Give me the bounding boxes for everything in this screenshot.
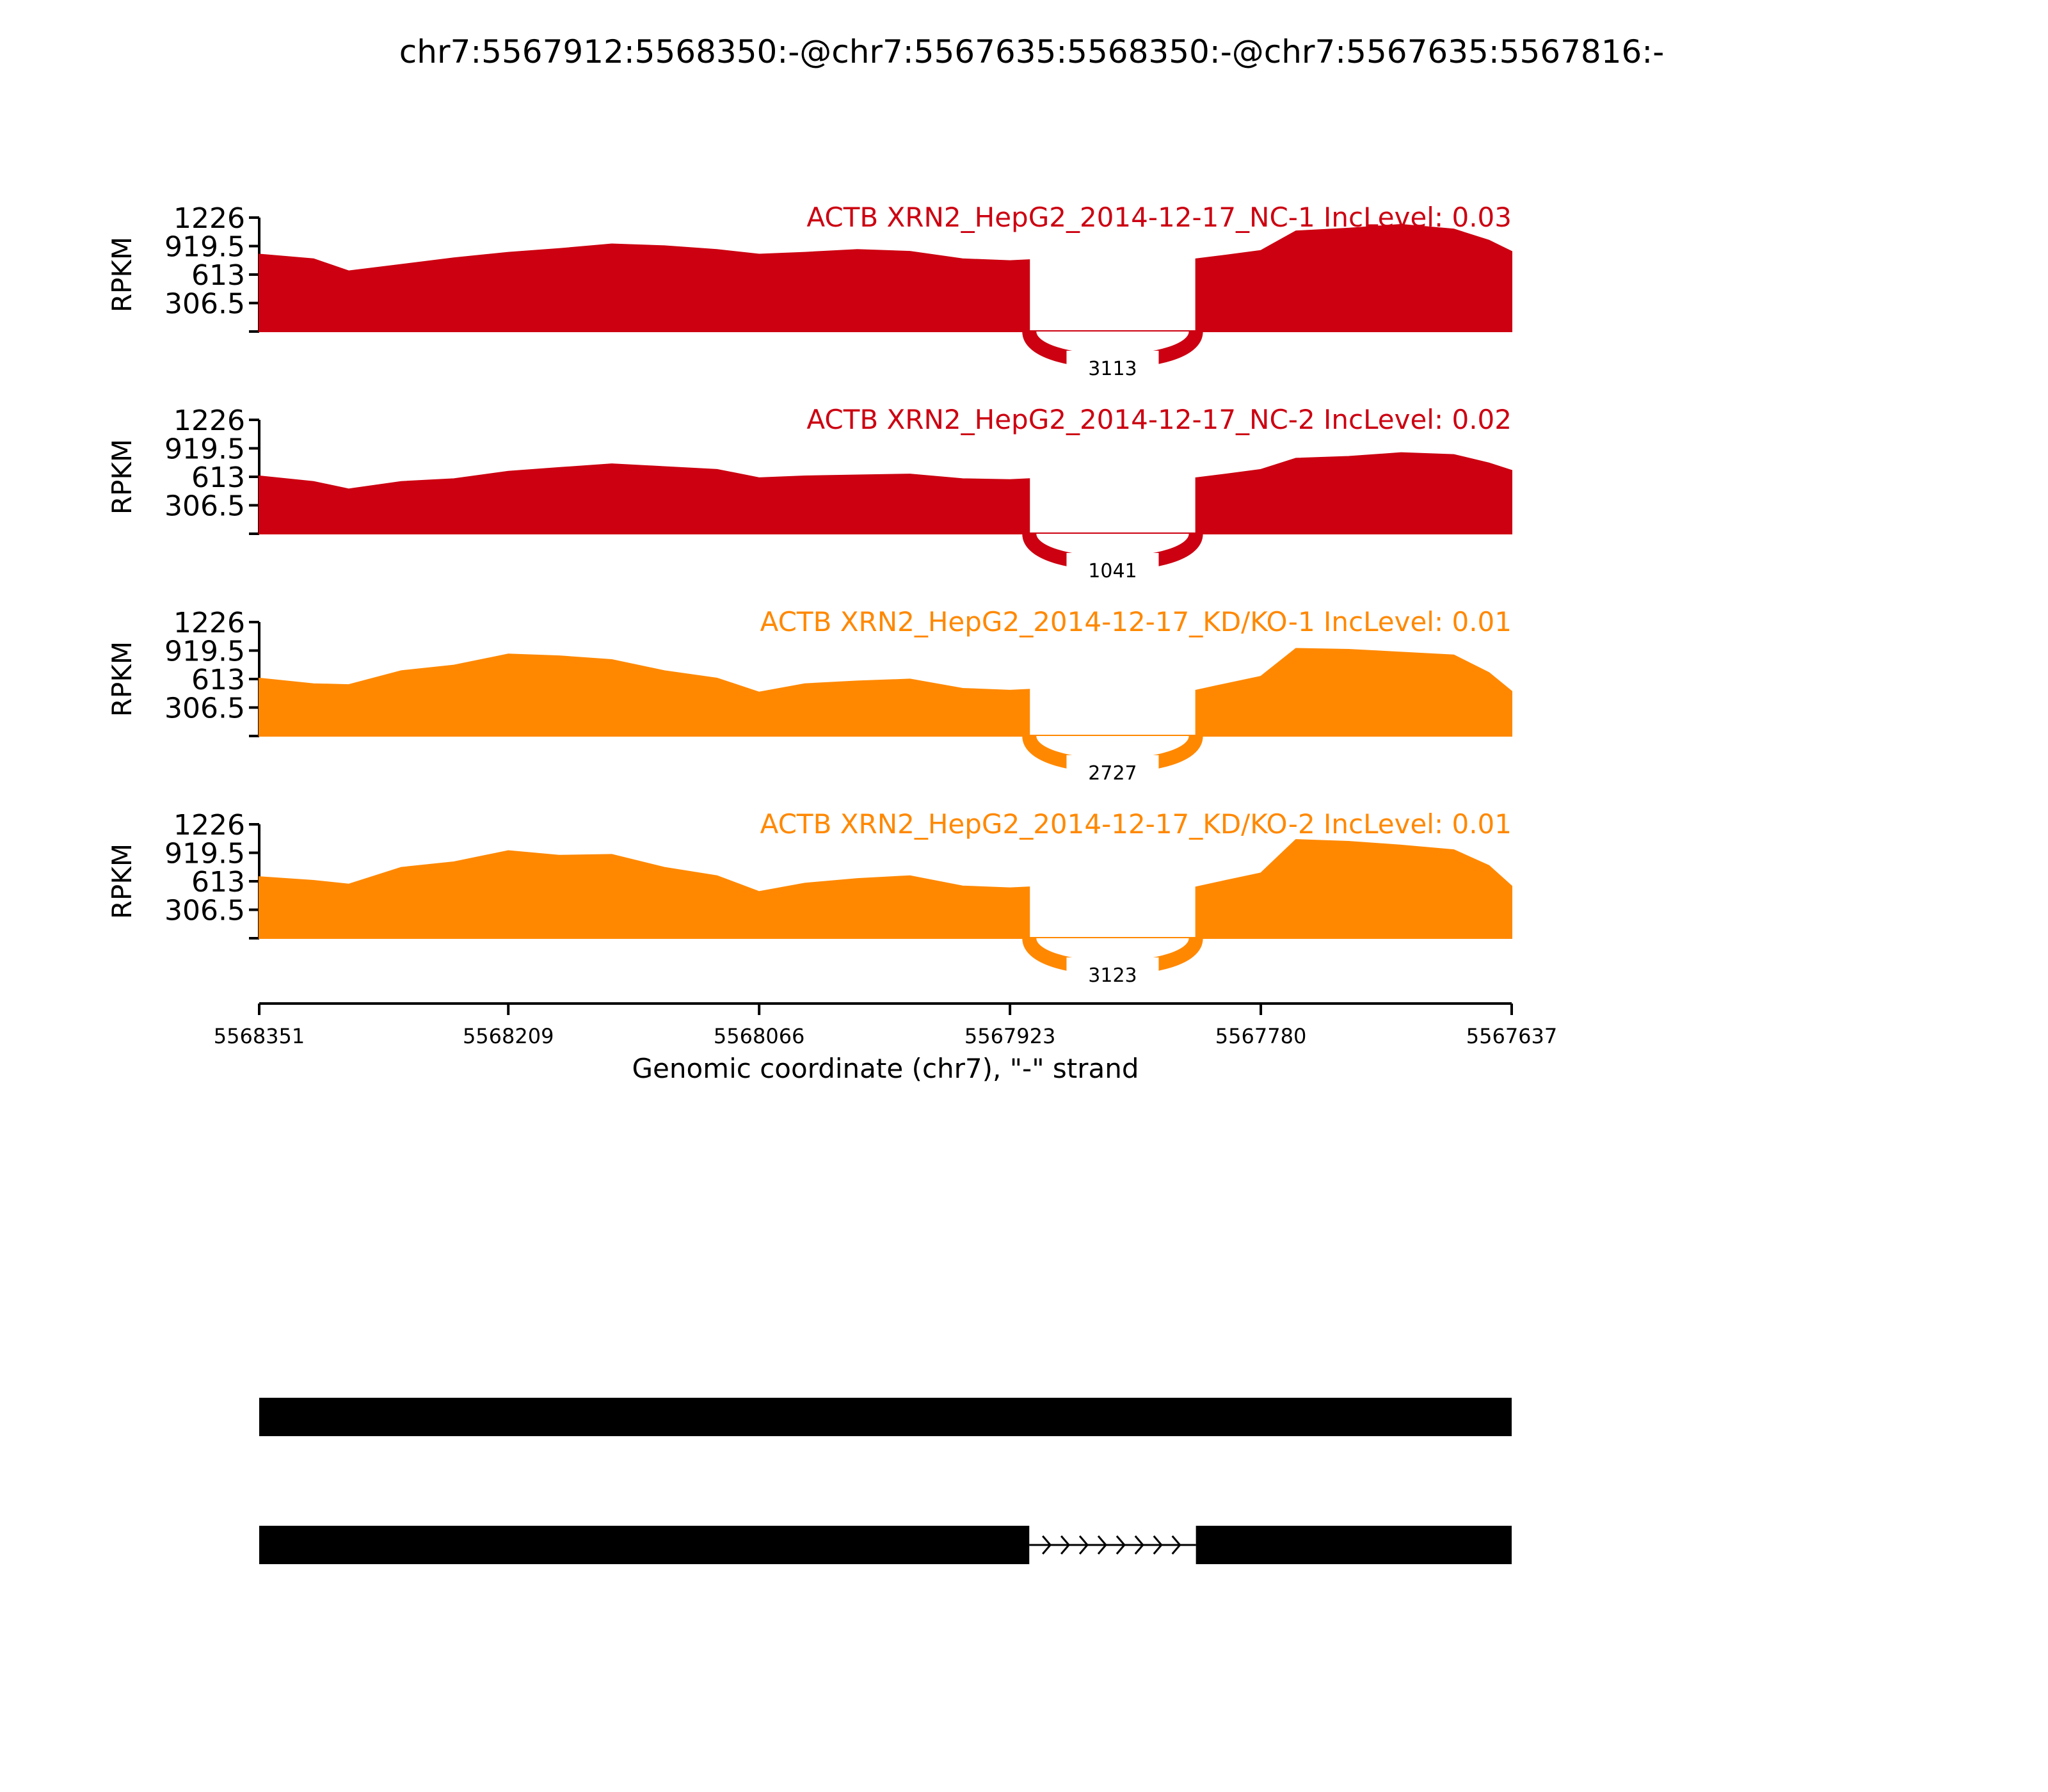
x-tick-label: 5567923: [964, 1024, 1056, 1048]
y-tick-label: 919.5: [164, 230, 245, 264]
isoform-track: [259, 1526, 1512, 1564]
x-tick-label: 5567780: [1215, 1024, 1307, 1048]
sample-label: ACTB XRN2_HepG2_2014-12-17_NC-1 IncLevel: 0.03: [806, 202, 1512, 233]
y-axis-label: RPKM: [106, 843, 138, 920]
y-tick-label: 1226: [173, 809, 245, 842]
y-tick-label: 613: [191, 866, 245, 899]
junction-count: 1041: [1088, 560, 1137, 582]
junction-count: 3113: [1088, 358, 1137, 380]
junction-count: 3123: [1088, 964, 1137, 987]
y-tick-label: 1226: [173, 404, 245, 437]
y-tick-label: 306.5: [164, 490, 245, 523]
y-axis-label: RPKM: [106, 236, 138, 313]
x-tick-label: 5567637: [1466, 1024, 1558, 1048]
y-tick-label: 613: [191, 664, 245, 696]
y-tick-label: 306.5: [164, 692, 245, 725]
x-tick-label: 5568351: [213, 1024, 305, 1048]
y-tick-label: 613: [191, 461, 245, 494]
sample-label: ACTB XRN2_HepG2_2014-12-17_KD/KO-1 IncLevel: 0.01: [760, 606, 1512, 637]
exon-block: [259, 1526, 1029, 1564]
y-tick-label: 919.5: [164, 837, 245, 870]
y-tick-label: 919.5: [164, 433, 245, 466]
y-tick-label: 306.5: [164, 894, 245, 927]
chart-title: chr7:5567912:5568350:-@chr7:5567635:5568350:-@chr7:5567635:5567816:-: [399, 33, 1665, 70]
y-axis-label: RPKM: [106, 641, 138, 717]
y-tick-label: 306.5: [164, 287, 245, 321]
y-tick-label: 1226: [173, 202, 245, 235]
exon-block: [1196, 1526, 1512, 1564]
sample-label: ACTB XRN2_HepG2_2014-12-17_KD/KO-2 IncLevel: 0.01: [760, 808, 1512, 840]
x-tick-label: 5568066: [713, 1024, 805, 1048]
x-axis-label: Genomic coordinate (chr7), "-" strand: [632, 1053, 1139, 1084]
y-tick-label: 613: [191, 259, 245, 292]
isoform-track: [259, 1398, 1512, 1436]
sample-label: ACTB XRN2_HepG2_2014-12-17_NC-2 IncLevel: 0.02: [806, 404, 1512, 435]
exon-block: [259, 1398, 1512, 1436]
junction-count: 2727: [1088, 762, 1137, 785]
x-tick-label: 5568209: [462, 1024, 554, 1048]
y-tick-label: 1226: [173, 607, 245, 639]
y-axis-label: RPKM: [106, 438, 138, 515]
y-tick-label: 919.5: [164, 635, 245, 668]
